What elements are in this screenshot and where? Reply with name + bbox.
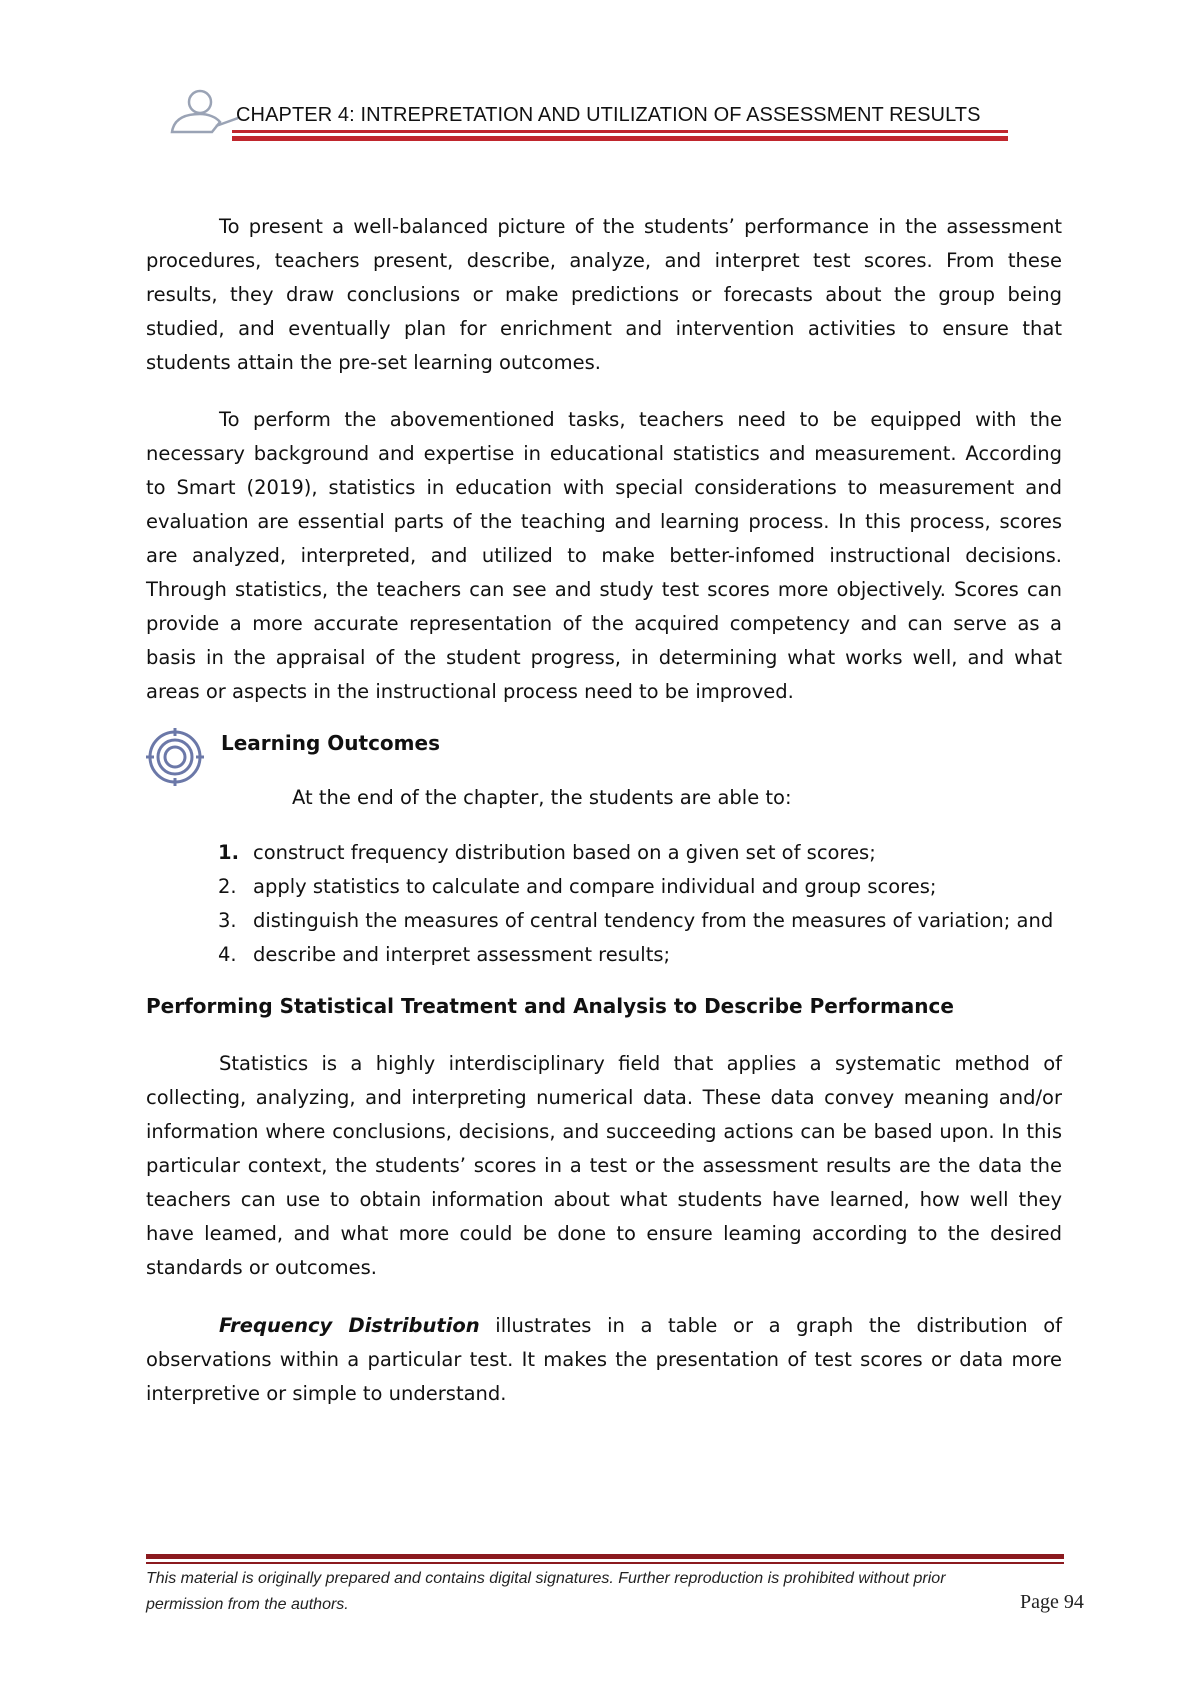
footer-note: This material is originally prepared and contains digital signatures. Further reproduction is prohibited without prior permission from the authors. xyxy=(146,1570,946,1613)
paragraph-rest: illustrates in a table or a graph the distribution of observations within a particular test. It makes the presentation of test scores or data more interpretive or simple to understand. xyxy=(146,1314,1062,1405)
item-number: 1. xyxy=(218,841,239,864)
section-heading: Performing Statistical Treatment and Analysis to Describe Performance xyxy=(146,994,954,1018)
person-icon xyxy=(166,88,238,136)
learning-outcomes-heading: Learning Outcomes xyxy=(221,731,440,755)
paragraph-text xyxy=(146,1309,1062,1411)
target-icon xyxy=(146,728,204,786)
paragraph-text: To present a well-balanced picture of the students’ performance in the assessment procedures, teachers present, describe, analyze, and interpret test scores. From these results, they draw conclusions or make predictions or forecasts about the group being studied, and eventually plan for enrichment and intervention activities to ensure that students attain the pre-set learning outcomes. xyxy=(146,215,1062,374)
item-number: 4. xyxy=(218,943,237,966)
item-number: 3. xyxy=(218,909,237,932)
statistics-definition-paragraph xyxy=(146,1047,1062,1285)
footer-rule-thin xyxy=(146,1562,1064,1564)
learning-outcomes-list xyxy=(146,836,1053,972)
paragraph-text: Statistics is a highly interdisciplinary field that applies a systematic method of collecting, analyzing, and interpreting numerical data. These data convey meaning and/or information where conclusions, decisions, and succeeding actions can be based upon. In this particular context, the students’ scores in a test or the assessment results are the data the teachers can use to obtain information about what students have learned, how well they have leamed, and what more could be done to ensure leaming according to the desired standards or outcomes. xyxy=(146,1052,1062,1279)
paragraph-text: To perform the abovementioned tasks, teachers need to be equipped with the necessary background and expertise in educational statistics and measurement. According to Smart (2019), statistics in education with special considerations to measurement and evaluation are essential parts of the teaching and learning process. In this process, scores are analyzed, interpreted, and utilized to make better-infomed instructional decisions. Through statistics, the teachers can see and study test scores more objectively. Scores can provide a more accurate representation of the acquired competency and can serve as a basis in the appraisal of the student progress, in determining what works well, and what areas or aspects in the instructional process need to be improved. xyxy=(146,408,1062,703)
header-rule-thick xyxy=(232,136,1008,141)
page-number: Page 94 xyxy=(1020,1591,1084,1613)
item-number: 2. xyxy=(218,875,237,898)
list-item xyxy=(146,870,1053,904)
statistics-paragraph xyxy=(146,403,1062,709)
item-text: distinguish the measures of central tendency from the measures of variation; and xyxy=(253,909,1054,932)
list-item xyxy=(146,904,1053,938)
frequency-distribution-paragraph xyxy=(146,1309,1062,1411)
header-rule xyxy=(232,130,1008,133)
intro-paragraph xyxy=(146,210,1062,380)
chapter-title: CHAPTER 4: INTREPRETATION AND UTILIZATION OF ASSESSMENT RESULTS xyxy=(236,104,981,126)
item-text: describe and interpret assessment results; xyxy=(253,943,671,966)
learning-outcomes-intro: At the end of the chapter, the students are able to: xyxy=(292,786,792,809)
footer-rule xyxy=(146,1554,1064,1559)
term-frequency-distribution: Frequency Distribution xyxy=(219,1314,480,1337)
list-item xyxy=(146,836,1053,870)
item-text: construct frequency distribution based on a given set of scores; xyxy=(253,841,876,864)
item-text: apply statistics to calculate and compare individual and group scores; xyxy=(253,875,937,898)
list-item xyxy=(146,938,1053,972)
